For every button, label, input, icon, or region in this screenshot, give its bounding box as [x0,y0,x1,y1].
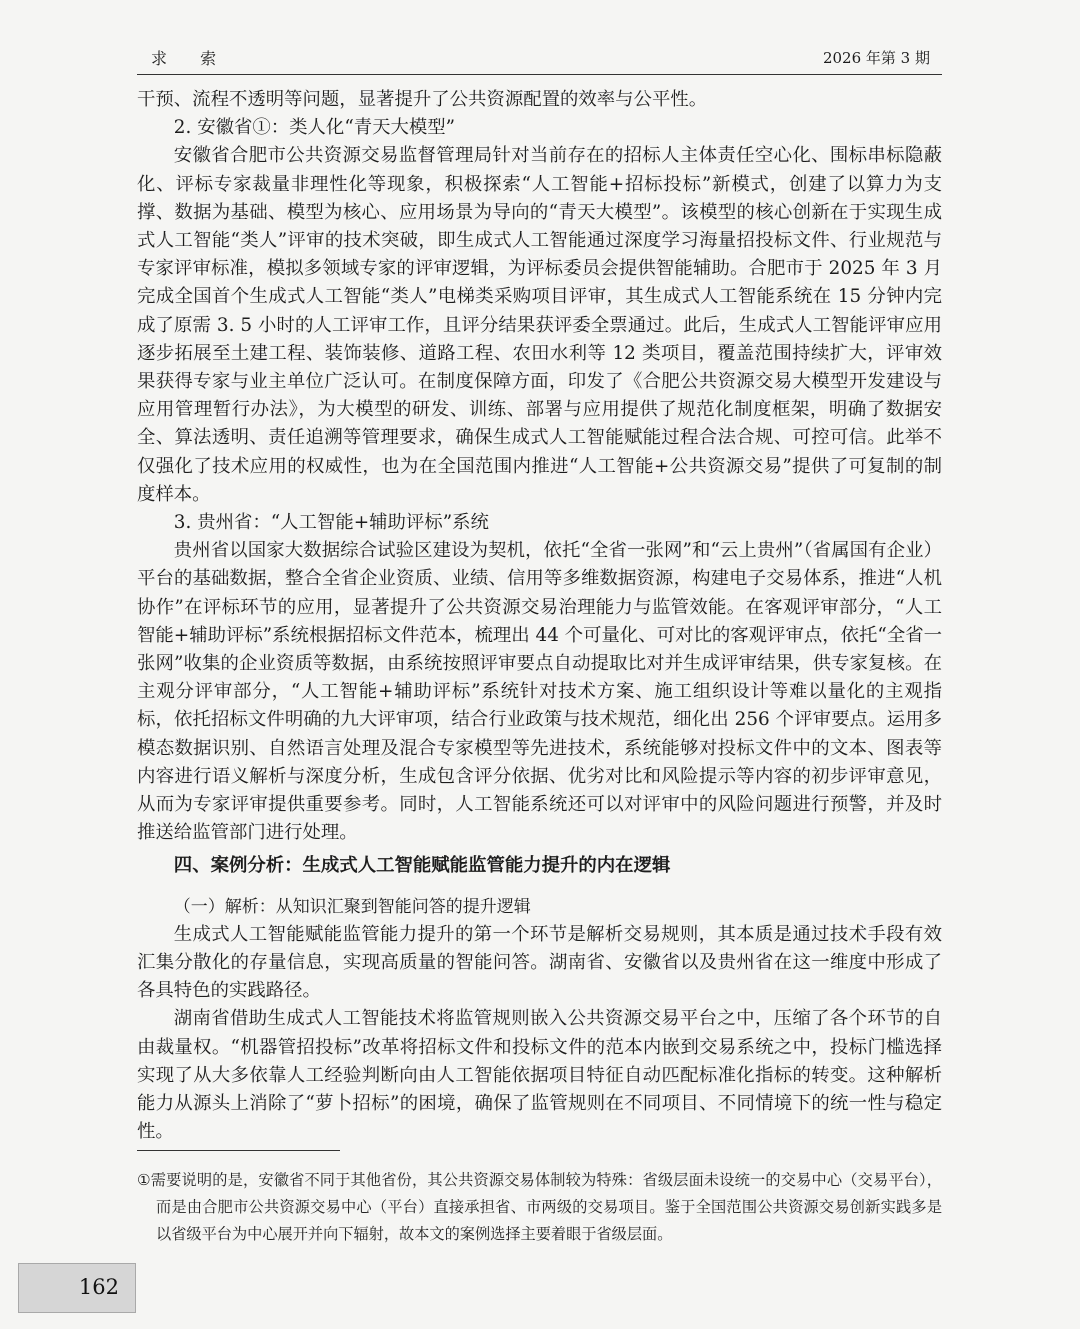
subheading-guizhou: 3. 贵州省：“人工智能+辅助评标”系统 [173,512,489,534]
section-heading: 四、案例分析：生成式人工智能赋能监管能力提升的内在逻辑 [173,855,671,877]
footnote-text: ①需要说明的是，安徽省不同于其他省份，其公共资源交易体制较为特殊：省级层面未设统一的交易中心（交易平台），而是由合肥市公共资源交易中心（平台）直接承担省、市两级的交易项目。鉴于全国范围公共资源交易创新实践多是以省级平台为中心展开并向下辐射，故本文的案例选择主要着眼于省级层面。 [137,1171,942,1243]
paragraph-anhui: 安徽省合肥市公共资源交易监督管理局针对当前存在的招标人主体责任空心化、围标串标隐蔽化、评标专家裁量非理性化等现象，积极探索“人工智能+招标投标”新模式，创建了以算力为支撑、数据为基础、模型为核心、应用场景为导向的“青天大模型”。该模型的核心创新在于实现生成式人工智能“类人”评审的技术突破，即生成式人工智能通过深度学习海量招投标文件、行业规范与专家评审标准，模拟多领域专家的评审逻辑，为评标委员会提供智能辅助。合肥市于 2025 年 3 月完成全国首个生成式人工智能“类人”电梯类采购项目评审，其生成式人工智能系统在 15 分钟内完成了原需 3. 5 小时的人工评审工作，且评分结果获评委全票通过。此后，生成式人工智能评审应用逐步拓展至土建工程、装饰装修、道路工程、农田水利等 12 类项目，覆盖范围持续扩大，评审效果获得专家与业主单位广泛认可。在制度保障方面，印发了《合肥公共资源交易大模型开发建设与应用管理暂行办法》，为大模型的研发、训练、部署与应用提供了规范化制度框架，明确了数据安全、算法透明、责任追溯等管理要求，确保生成式人工智能赋能过程合法合规、可控可信。此举不仅强化了技术应用的权威性，也为在全国范围内推进“人工智能+公共资源交易”提供了可复制的制度样本。 [137,145,942,505]
subheading-anhui: 2. 安徽省①：类人化“青天大模型” [173,117,456,139]
page-number-box [18,1263,136,1313]
paragraph-parse-2: 湖南省借助生成式人工智能技术将监管规则嵌入公共资源交易平台之中，压缩了各个环节的自由裁量权。“机器管招投标”改革将招标文件和投标文件的范本内嵌到交易系统之中，投标门槛选择实现了从大多依靠人工经验判断向由人工智能依据项目特征自动匹配标准化指标的转变。这种解析能力从源头上消除了“萝卜招标”的困境，确保了监管规则在不同项目、不同情境下的统一性与稳定性。 [137,1008,942,1143]
journal-name: 求 索 [151,49,231,68]
page-number: 162 [78,1275,119,1299]
footnote-divider [137,1150,340,1151]
paragraph-continued: 干预、流程不透明等问题，显著提升了公共资源配置的效率与公平性。 [137,89,708,110]
subsection-heading: （一）解析：从知识汇聚到智能问答的提升逻辑 [173,896,531,917]
paragraph-guizhou: 贵州省以国家大数据综合试验区建设为契机，依托“全省一张网”和“云上贵州”（省属国有企业）平台的基础数据，整合全省企业资质、业绩、信用等多维数据资源，构建电子交易体系，推进“人机协作”在评标环节的应用，显著提升了公共资源交易治理能力与监管效能。在客观评审部分，“人工智能+辅助评标”系统根据招标文件范本，梳理出 44 个可量化、可对比的客观评审点，依托“全省一张网”收集的企业资质等数据，由系统按照评审要点自动提取比对并生成评审结果，供专家复核。在主观分评审部分，“人工智能+辅助评标”系统针对技术方案、施工组织设计等难以量化的主观指标，依托招标文件明确的九大评审项，结合行业政策与技术规范，细化出 256 个评审要点。运用多模态数据识别、自然语言处理及混合专家模型等先进技术，系统能够对投标文件中的文本、图表等内容进行语义解析与深度分析，生成包含评分依据、优劣对比和风险提示等内容的初步评审意见，从而为专家评审提供重要参考。同时，人工智能系统还可以对评审中的风险问题进行预警，并及时推送给监管部门进行处理。 [137,540,942,844]
running-header [137,44,942,75]
footnote [137,1167,942,1248]
issue-label: 2026 年第 3 期 [822,49,930,67]
article-body [137,86,942,1146]
paragraph-parse-1: 生成式人工智能赋能监管能力提升的第一个环节是解析交易规则，其本质是通过技术手段有效汇集分散化的存量信息，实现高质量的智能问答。湖南省、安徽省以及贵州省在这一维度中形成了各具特色的实践路径。 [137,923,942,1002]
